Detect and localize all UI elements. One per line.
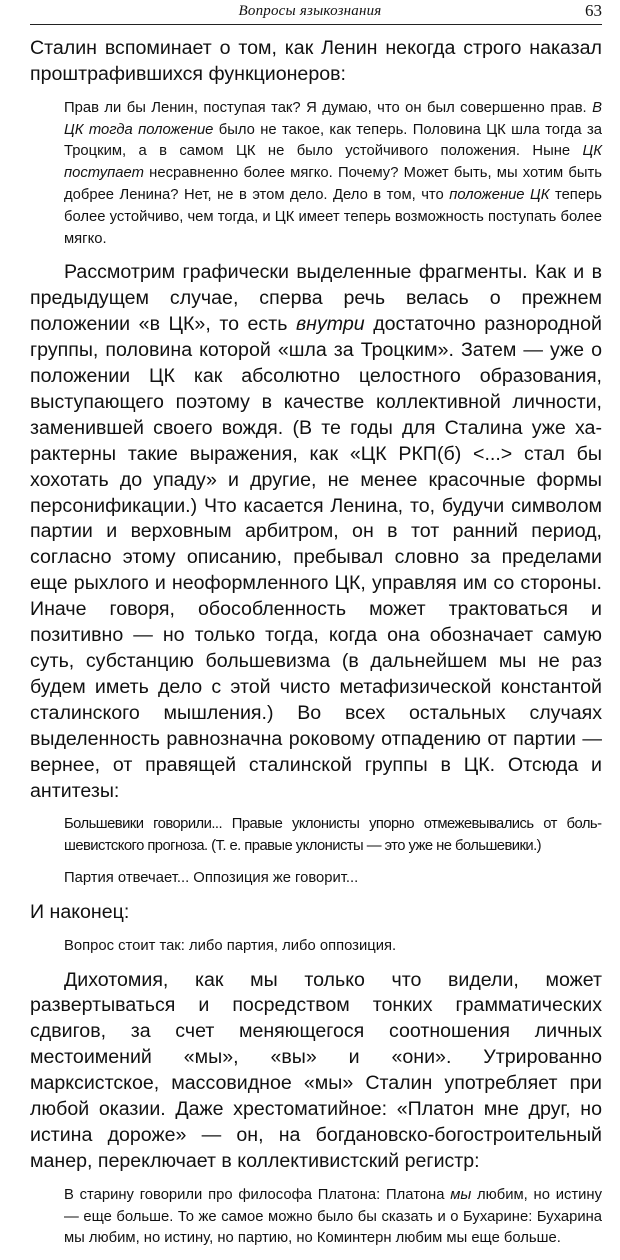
- text-run: Сталин вспоминает о том, как Ленин некогда строго наказал проштрафившихся функционеров:: [30, 37, 602, 85]
- text-run: Вопрос стоит так: либо партия, либо оппозиция.: [64, 937, 397, 954]
- text-run: Рассмотрим графически выделенные фрагменты. Как и в предыдущем случае, сперва речь велась о прежнем положении «в ЦК», то есть: [30, 261, 602, 336]
- page-header: [30, 0, 602, 25]
- text-run: Прав ли бы Ленин, поступая так? Я думаю, что он был совершенно прав.: [64, 99, 593, 116]
- text-run: Большевики говорили... Правые уклонисты упорно отмежевывались от большевистского прогноза. (Т. е. правые уклонисты — это уже не большевики.): [64, 816, 602, 855]
- text-run: было не такое, как теперь. Половина ЦК шла тогда за Троцким, а в самом ЦК не было устойчивого положения. Ныне: [64, 121, 602, 160]
- body-text: [30, 36, 602, 1260]
- page-number: 63: [585, 1, 602, 20]
- paragraph-2: [30, 260, 602, 804]
- quote-3: [30, 868, 602, 890]
- quote-4: [30, 936, 602, 958]
- paragraph-1: [30, 36, 602, 88]
- emphasis-run: ЦК поступает: [64, 143, 602, 182]
- text-run: Дихотомия, как мы только что видели, может развертываться и посредством тонких грамматических сдвигов, за счет меняющегося соотношения личных местоимений «мы», «вы» и «они». Утрированно марксистское, массовидное «мы» Сталин употребляет при любой оказии. Даже хрестоматийное: «Платон мне друг, но истина дороже» — он, на богдановско-богостроительный манер, переключает в коллективистский регистр:: [30, 968, 602, 1172]
- quote-5: [30, 1185, 602, 1250]
- emphasis-run: положение ЦК: [449, 187, 550, 203]
- text-run: любим, но истину — еще больше. То же самое можно было бы сказать и о Бухарине: Бухарина мы любим, но истину, но партию, но Коминтерн любим мы еще больше.: [64, 1186, 602, 1247]
- emphasis-run: внутри: [295, 313, 365, 336]
- text-run: достаточно разнородной группы, половина которой «шла за Троцким». Затем — уже о положении ЦК как абсолютно целостного образования, выступающего поэтому в качестве коллективной личности, заменившей своего вождя. (В те годы для Сталина уже характерны такие выражения, как «ЦК РКП(б) <...> стал бы хохотать до упаду» и другие, не менее красочные формы персонификации.) Что касается Ленина, то, будучи символом партии и верховным арбитром, он в тот ранний период, согласно этому описанию, пребывал словно за пределами еще рыхлого и неоформленного ЦК, управляя им со стороны. Иначе говоря, обособленность может трактоваться и позитивно — но только тогда, когда она обозначает самую суть, субстанцию большевизма (в дальнейшем мы не раз будем иметь дело с этой чисто метафизической константой сталинского мышления.) Во всех остальных случаях выделенность равнозначна роковому отпадению от партии — вернее, от правящей сталинской группы в ЦК. Отсюда и антитезы:: [30, 313, 602, 802]
- text-run: несравненно более мягко. Почему? Может быть, мы хотим быть добрее Ленина? Нет, не в этом дело. Дело в том, что: [64, 165, 602, 203]
- text-run: В старину говорили про философа Платона: Платона: [64, 1186, 451, 1203]
- text-run: теперь более устойчиво, чем тогда, и ЦК имеет теперь возможность поступать более мягко.: [64, 187, 602, 247]
- text-run: Партия отвечает... Оппозиция же говорит...: [64, 870, 359, 887]
- quote-2: [30, 814, 602, 858]
- paragraph-3: [30, 900, 602, 926]
- emphasis-run: В ЦК тогда положение: [64, 99, 602, 138]
- paragraph-4: [30, 968, 602, 1175]
- text-run: И наконец:: [30, 900, 130, 923]
- emphasis-run: мы: [450, 1186, 472, 1203]
- quote-1: [30, 98, 602, 251]
- running-title: Вопросы языкознания: [238, 3, 382, 19]
